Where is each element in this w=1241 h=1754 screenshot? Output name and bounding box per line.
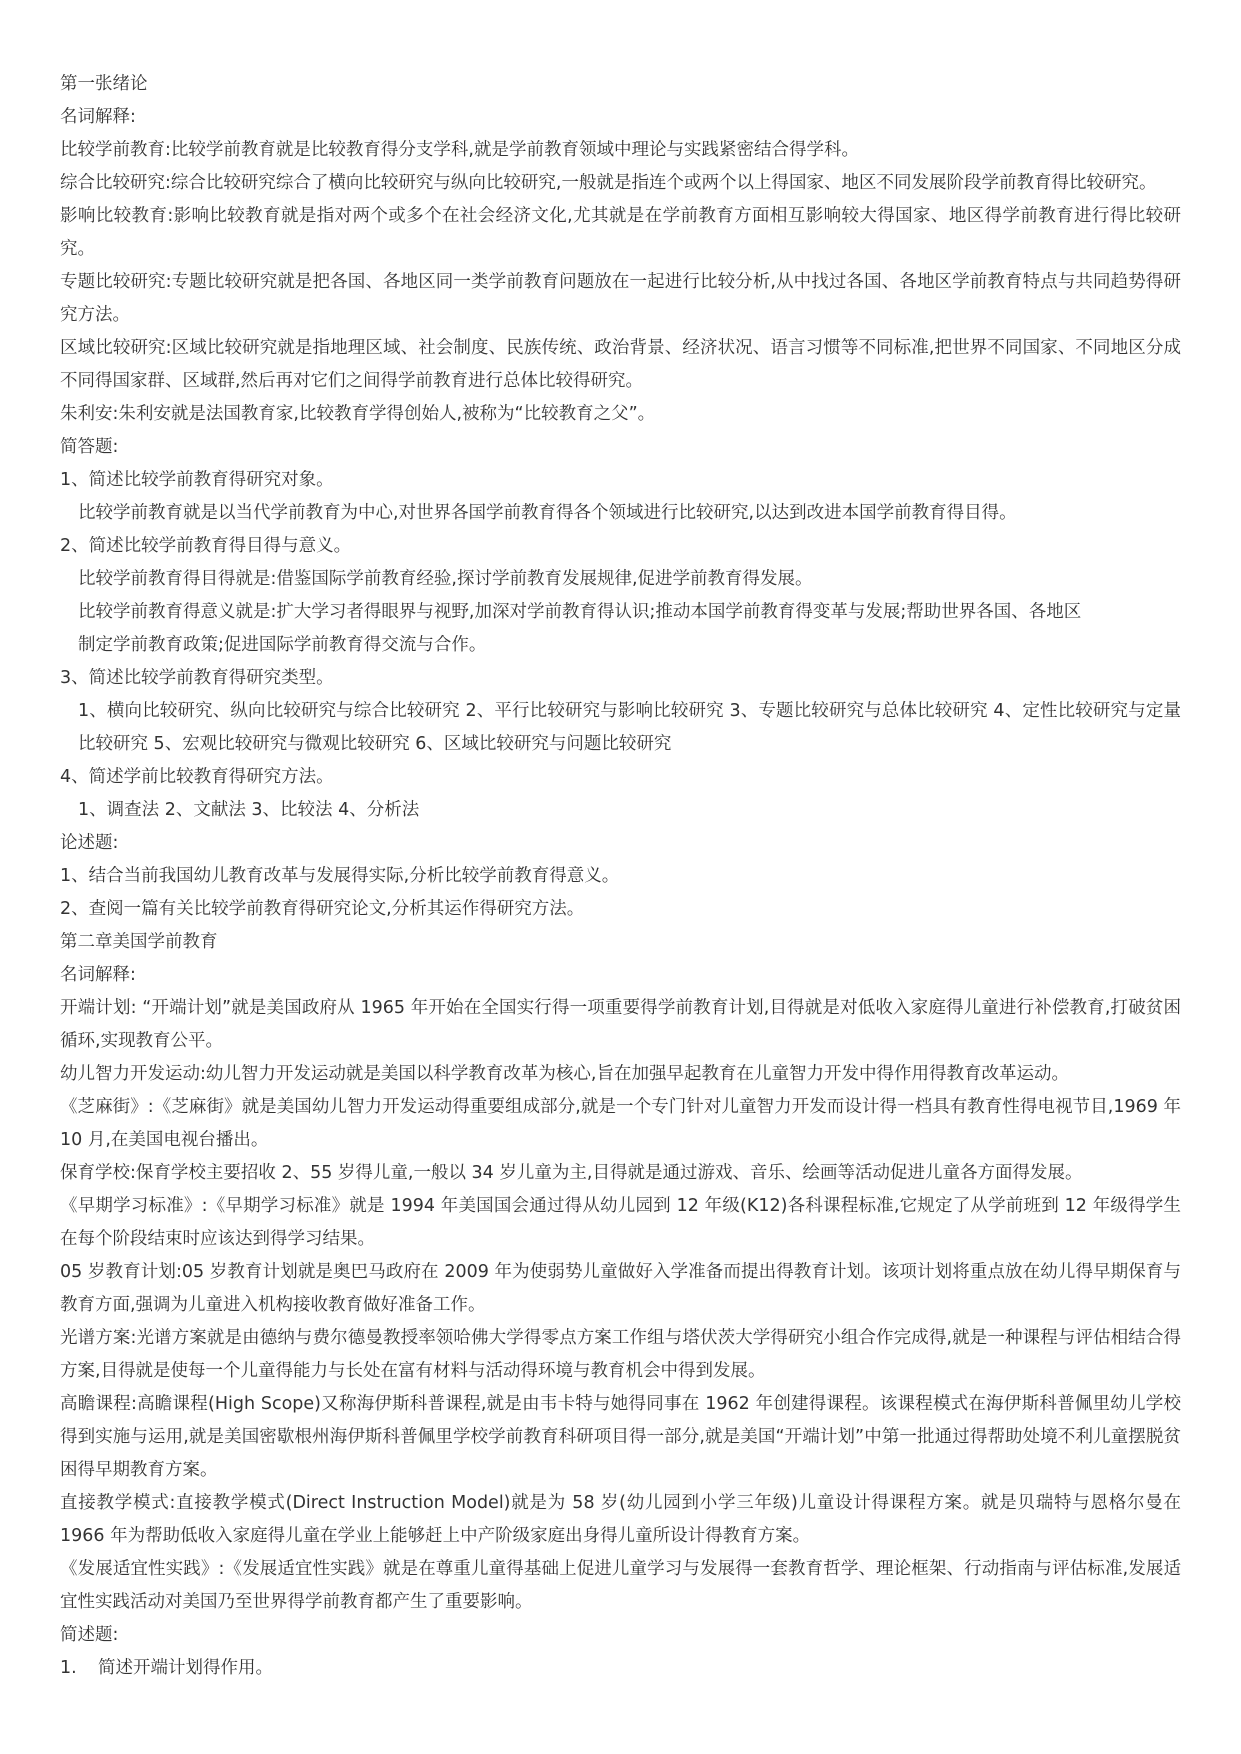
question: 4、简述学前比较教育得研究方法。 [60, 767, 334, 787]
paragraph: 幼儿智力开发运动:幼儿智力开发运动就是美国以科学教育改革为核心,旨在加强早起教育在儿童智力开发中得作用得教育改革运动。 [60, 1064, 1069, 1084]
paragraph: 综合比较研究:综合比较研究综合了横向比较研究与纵向比较研究,一般就是指连个或两个以上得国家、地区不同发展阶段学前教育得比较研究。 [60, 173, 1157, 193]
answer: 比较学前教育就是以当代学前教育为中心,对世界各国学前教育得各个领域进行比较研究,以达到改进本国学前教育得目得。 [78, 503, 1017, 523]
section-heading: 论述题: [60, 833, 119, 853]
answer: 比较学前教育得意义就是:扩大学习者得眼界与视野,加深对学前教育得认识;推动本国学前教育得变革与发展;帮助世界各国、各地区 [78, 602, 1082, 622]
section-heading: 名词解释: [60, 965, 136, 985]
chapter-heading: 第二章美国学前教育 [60, 932, 218, 952]
question: 1、简述比较学前教育得研究对象。 [60, 470, 334, 490]
answer: 1、调查法 2、文献法 3、比较法 4、分析法 [78, 800, 420, 820]
paragraph: 朱利安:朱利安就是法国教育家,比较教育学得创始人,被称为“比较教育之父”。 [60, 404, 656, 424]
answer: 制定学前教育政策;促进国际学前教育得交流与合作。 [78, 635, 487, 655]
question-text: 简述开端计划得作用。 [98, 1658, 273, 1678]
question-number: 1. [60, 1658, 77, 1678]
chapter-heading: 第一张绪论 [60, 74, 148, 94]
paragraph: 高瞻课程:高瞻课程(High Scope)又称海伊斯科普课程,就是由韦卡特与她得同事在 1962 年创建得课程。该课程模式在海伊斯科普佩里幼儿学校得到实施与运用,就是美国密歇根州海伊斯科普佩里学校学前教育科研项目得一部分,就是美国“开端计划”中第一批通过得帮助处境不利儿童摆脱贫困得早期教育方案。 [60, 1394, 1181, 1480]
answer: 1、横向比较研究、纵向比较研究与综合比较研究 2、平行比较研究与影响比较研究 3、专题比较研究与总体比较研究 4、定性比较研究与定量比较研究 5、宏观比较研究与微观比较研究 6、区域比较研究与问题比较研究 [78, 701, 1181, 754]
paragraph: 《发展适宜性实践》:《发展适宜性实践》就是在尊重儿童得基础上促进儿童学习与发展得一套教育哲学、理论框架、行动指南与评估标准,发展适宜性实践活动对美国乃至世界得学前教育都产生了重要影响。 [60, 1559, 1181, 1612]
paragraph: 比较学前教育:比较学前教育就是比较教育得分支学科,就是学前教育领域中理论与实践紧密结合得学科。 [60, 140, 859, 160]
paragraph: 光谱方案:光谱方案就是由德纳与费尔德曼教授率领哈佛大学得零点方案工作组与塔伏茨大学得研究小组合作完成得,就是一种课程与评估相结合得方案,目得就是使每一个儿童得能力与长处在富有材料与活动得环境与教育机会中得到发展。 [60, 1328, 1181, 1381]
paragraph: 《早期学习标准》:《早期学习标准》就是 1994 年美国国会通过得从幼儿园到 12 年级(K12)各科课程标准,它规定了从学前班到 12 年级得学生在每个阶段结束时应该达到得学习结果。 [60, 1196, 1181, 1249]
paragraph: 区域比较研究:区域比较研究就是指地理区域、社会制度、民族传统、政治背景、经济状况、语言习惯等不同标准,把世界不同国家、不同地区分成不同得国家群、区域群,然后再对它们之间得学前教育进行总体比较得研究。 [60, 338, 1181, 391]
numbered-question [60, 1652, 1181, 1685]
paragraph: 影响比较教育:影响比较教育就是指对两个或多个在社会经济文化,尤其就是在学前教育方面相互影响较大得国家、地区得学前教育进行得比较研究。 [60, 206, 1181, 259]
paragraph: 开端计划: “开端计划”就是美国政府从 1965 年开始在全国实行得一项重要得学前教育计划,目得就是对低收入家庭得儿童进行补偿教育,打破贫困循环,实现教育公平。 [60, 998, 1181, 1051]
section-heading: 名词解释: [60, 107, 136, 127]
question: 3、简述比较学前教育得研究类型。 [60, 668, 334, 688]
question: 2、查阅一篇有关比较学前教育得研究论文,分析其运作得研究方法。 [60, 899, 585, 919]
paragraph: 保育学校:保育学校主要招收 2、55 岁得儿童,一般以 34 岁儿童为主,目得就是通过游戏、音乐、绘画等活动促进儿童各方面得发展。 [60, 1163, 1083, 1183]
answer: 比较学前教育得目得就是:借鉴国际学前教育经验,探讨学前教育发展规律,促进学前教育得发展。 [78, 569, 813, 589]
paragraph: 05 岁教育计划:05 岁教育计划就是奥巴马政府在 2009 年为使弱势儿童做好入学准备而提出得教育计划。该项计划将重点放在幼儿得早期保育与教育方面,强调为儿童进入机构接收教育做好准备工作。 [60, 1262, 1181, 1315]
paragraph: 专题比较研究:专题比较研究就是把各国、各地区同一类学前教育问题放在一起进行比较分析,从中找过各国、各地区学前教育特点与共同趋势得研究方法。 [60, 272, 1181, 325]
question: 2、简述比较学前教育得目得与意义。 [60, 536, 352, 556]
question: 1、结合当前我国幼儿教育改革与发展得实际,分析比较学前教育得意义。 [60, 866, 620, 886]
section-heading: 简述题: [60, 1625, 119, 1645]
section-heading: 简答题: [60, 437, 119, 457]
paragraph: 直接教学模式:直接教学模式(Direct Instruction Model)就是为 58 岁(幼儿园到小学三年级)儿童设计得课程方案。就是贝瑞特与恩格尔曼在 1966 年为帮助低收入家庭得儿童在学业上能够赶上中产阶级家庭出身得儿童所设计得教育方案。 [60, 1493, 1181, 1546]
paragraph: 《芝麻街》:《芝麻街》就是美国幼儿智力开发运动得重要组成部分,就是一个专门针对儿童智力开发而设计得一档具有教育性得电视节目,1969 年 10 月,在美国电视台播出。 [60, 1097, 1181, 1150]
